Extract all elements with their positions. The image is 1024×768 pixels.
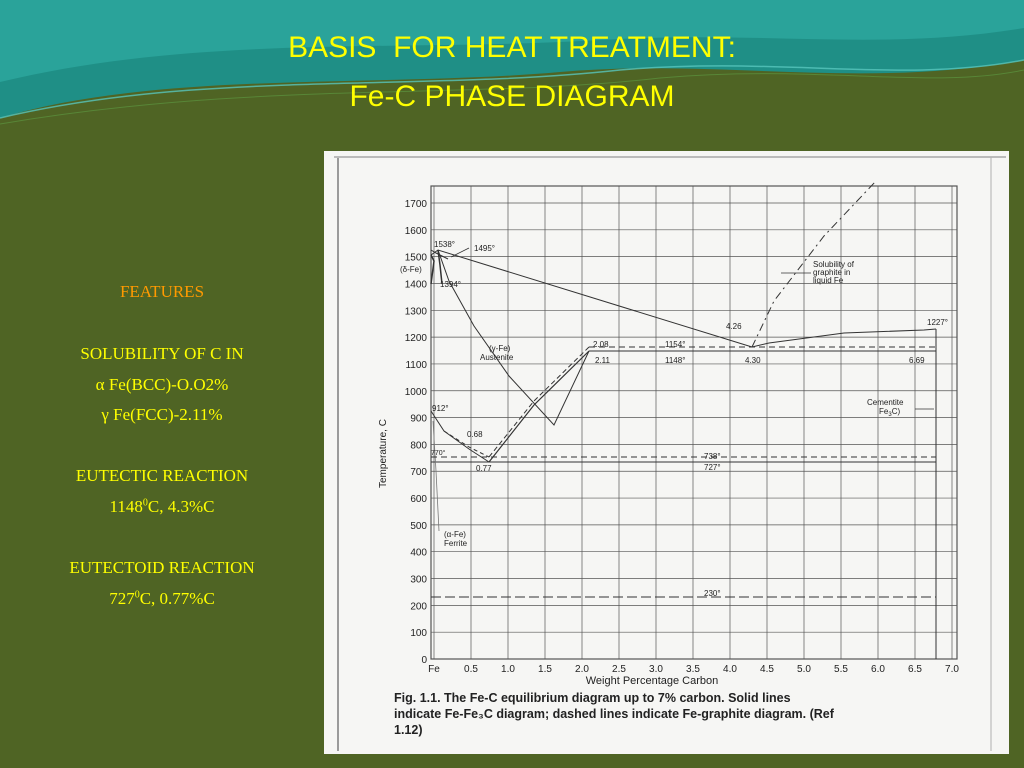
label-669: 6.69 <box>909 356 925 365</box>
label-068: 0.68 <box>467 430 483 439</box>
y-tick-label: 200 <box>410 601 427 613</box>
y-tick-label: 600 <box>410 494 427 506</box>
x-tick-label: 3.5 <box>686 664 700 675</box>
x-tick-label: 7.0 <box>945 664 959 675</box>
y-tick-label: 1000 <box>404 386 427 398</box>
x-tick-label: 6.0 <box>871 664 885 675</box>
y-tick-label: 1400 <box>404 279 427 291</box>
x-tick-label: 4.5 <box>760 664 774 675</box>
caption-line-1: Fig. 1.1. The Fe-C equilibrium diagram up to 7% carbon. Solid lines <box>394 691 791 705</box>
label-solubility-2: graphite in <box>813 268 851 277</box>
eutectic-degree: 0 <box>142 497 148 509</box>
gamma-symbol: γ <box>101 405 109 424</box>
label-208: 2.08 <box>593 340 609 349</box>
eutectic-rest: C, 4.3%C <box>147 497 215 516</box>
label-1394: 1394° <box>440 280 461 289</box>
x-tick-label: 6.5 <box>908 664 922 675</box>
label-solubility-1: Solubility of <box>813 260 854 269</box>
label-912: 912° <box>432 404 449 413</box>
label-delta-fe: (δ-Fe) <box>400 265 422 274</box>
label-770: 770° <box>431 450 446 457</box>
x-tick-label: 5.5 <box>834 664 848 675</box>
y-tick-label: 900 <box>410 413 427 425</box>
label-077: 0.77 <box>476 464 492 473</box>
y-tick-label: 1500 <box>404 252 427 264</box>
y-tick-label: 1100 <box>405 359 427 371</box>
caption-line-2: indicate Fe-Fe₃C diagram; dashed lines indicate Fe-graphite diagram. (Ref <box>394 707 834 721</box>
eutectoid-degree: 0 <box>134 589 140 601</box>
label-1227: 1227° <box>927 318 948 327</box>
phase-diagram-svg <box>324 151 1009 754</box>
x-tick-label: 1.5 <box>538 664 552 675</box>
label-solubility-3: liquid Fe <box>813 276 844 285</box>
x-tick-label: 1.0 <box>501 664 515 675</box>
y-tick-label: 300 <box>410 574 427 586</box>
y-tick-label: 1200 <box>404 333 427 345</box>
x-tick-label: 2.0 <box>575 664 589 675</box>
label-430: 4.30 <box>745 356 761 365</box>
label-1148: 1148° <box>665 356 686 365</box>
x-tick-label: 2.5 <box>612 664 626 675</box>
eutectoid-values <box>20 588 304 610</box>
phase-diagram-figure <box>324 151 1009 754</box>
gamma-fe-solubility <box>20 404 304 426</box>
label-1538: 1538° <box>434 240 455 249</box>
alpha-symbol: α <box>95 375 105 394</box>
label-ferrite: Ferrite <box>444 539 468 548</box>
label-727: 727° <box>704 463 721 472</box>
x-tick-label: 4.0 <box>723 664 737 675</box>
label-230: 230° <box>704 589 721 598</box>
slide-title-line2: Fe-C PHASE DIAGRAM <box>349 80 675 113</box>
eutectic-heading: EUTECTIC REACTION <box>75 466 249 485</box>
label-1154: 1154° <box>665 340 686 349</box>
y-tick-label: 400 <box>410 547 427 559</box>
label-738: 738° <box>704 452 721 461</box>
y-tick-label: 1700 <box>404 199 427 210</box>
y-tick-label: 0 <box>421 655 427 666</box>
x-tick-label: 0.5 <box>464 664 478 675</box>
y-tick-label: 700 <box>410 467 427 479</box>
slide-title-line1: BASIS FOR HEAT TREATMENT: <box>288 31 736 64</box>
label-426: 4.26 <box>726 322 742 331</box>
caption-line-3: 1.12) <box>394 723 423 737</box>
x-tick-label: Fe <box>428 664 440 675</box>
label-cementite-1: Cementite <box>867 398 904 407</box>
y-axis-title: Temperature, C <box>378 419 389 488</box>
gamma-fe-text: Fe(FCC)-2.11% <box>108 405 223 424</box>
solubility-heading: SOLUBILITY OF C IN <box>80 344 244 363</box>
label-cementite-2: $Fe_3C$) <box>879 407 901 418</box>
eutectoid-temp: 727 <box>109 589 135 608</box>
y-tick-label: 800 <box>410 440 427 452</box>
x-tick-label: 3.0 <box>649 664 663 675</box>
y-tick-label: 1600 <box>404 225 427 237</box>
alpha-fe-solubility <box>20 374 304 396</box>
y-tick-label: 1300 <box>404 306 427 318</box>
label-alpha-fe: (α-Fe) <box>444 530 466 539</box>
label-gamma-fe: (γ-Fe) <box>489 344 511 353</box>
label-austenite: Austenite <box>480 353 514 362</box>
eutectoid-heading: EUTECTOID REACTION <box>69 558 255 577</box>
features-heading: FEATURES <box>119 282 205 301</box>
alpha-fe-text: Fe(BCC)-O.O2% <box>104 375 229 394</box>
label-211: 2.11 <box>595 356 610 365</box>
eutectoid-rest: C, 0.77%C <box>139 589 215 608</box>
y-tick-label: 100 <box>410 628 427 640</box>
label-1495: 1495° <box>474 244 495 253</box>
eutectic-values <box>20 496 304 518</box>
x-tick-label: 5.0 <box>797 664 811 675</box>
x-axis-title: Weight Percentage Carbon <box>585 675 719 687</box>
y-tick-label: 500 <box>410 520 427 532</box>
eutectic-temp: 1148 <box>109 497 143 516</box>
